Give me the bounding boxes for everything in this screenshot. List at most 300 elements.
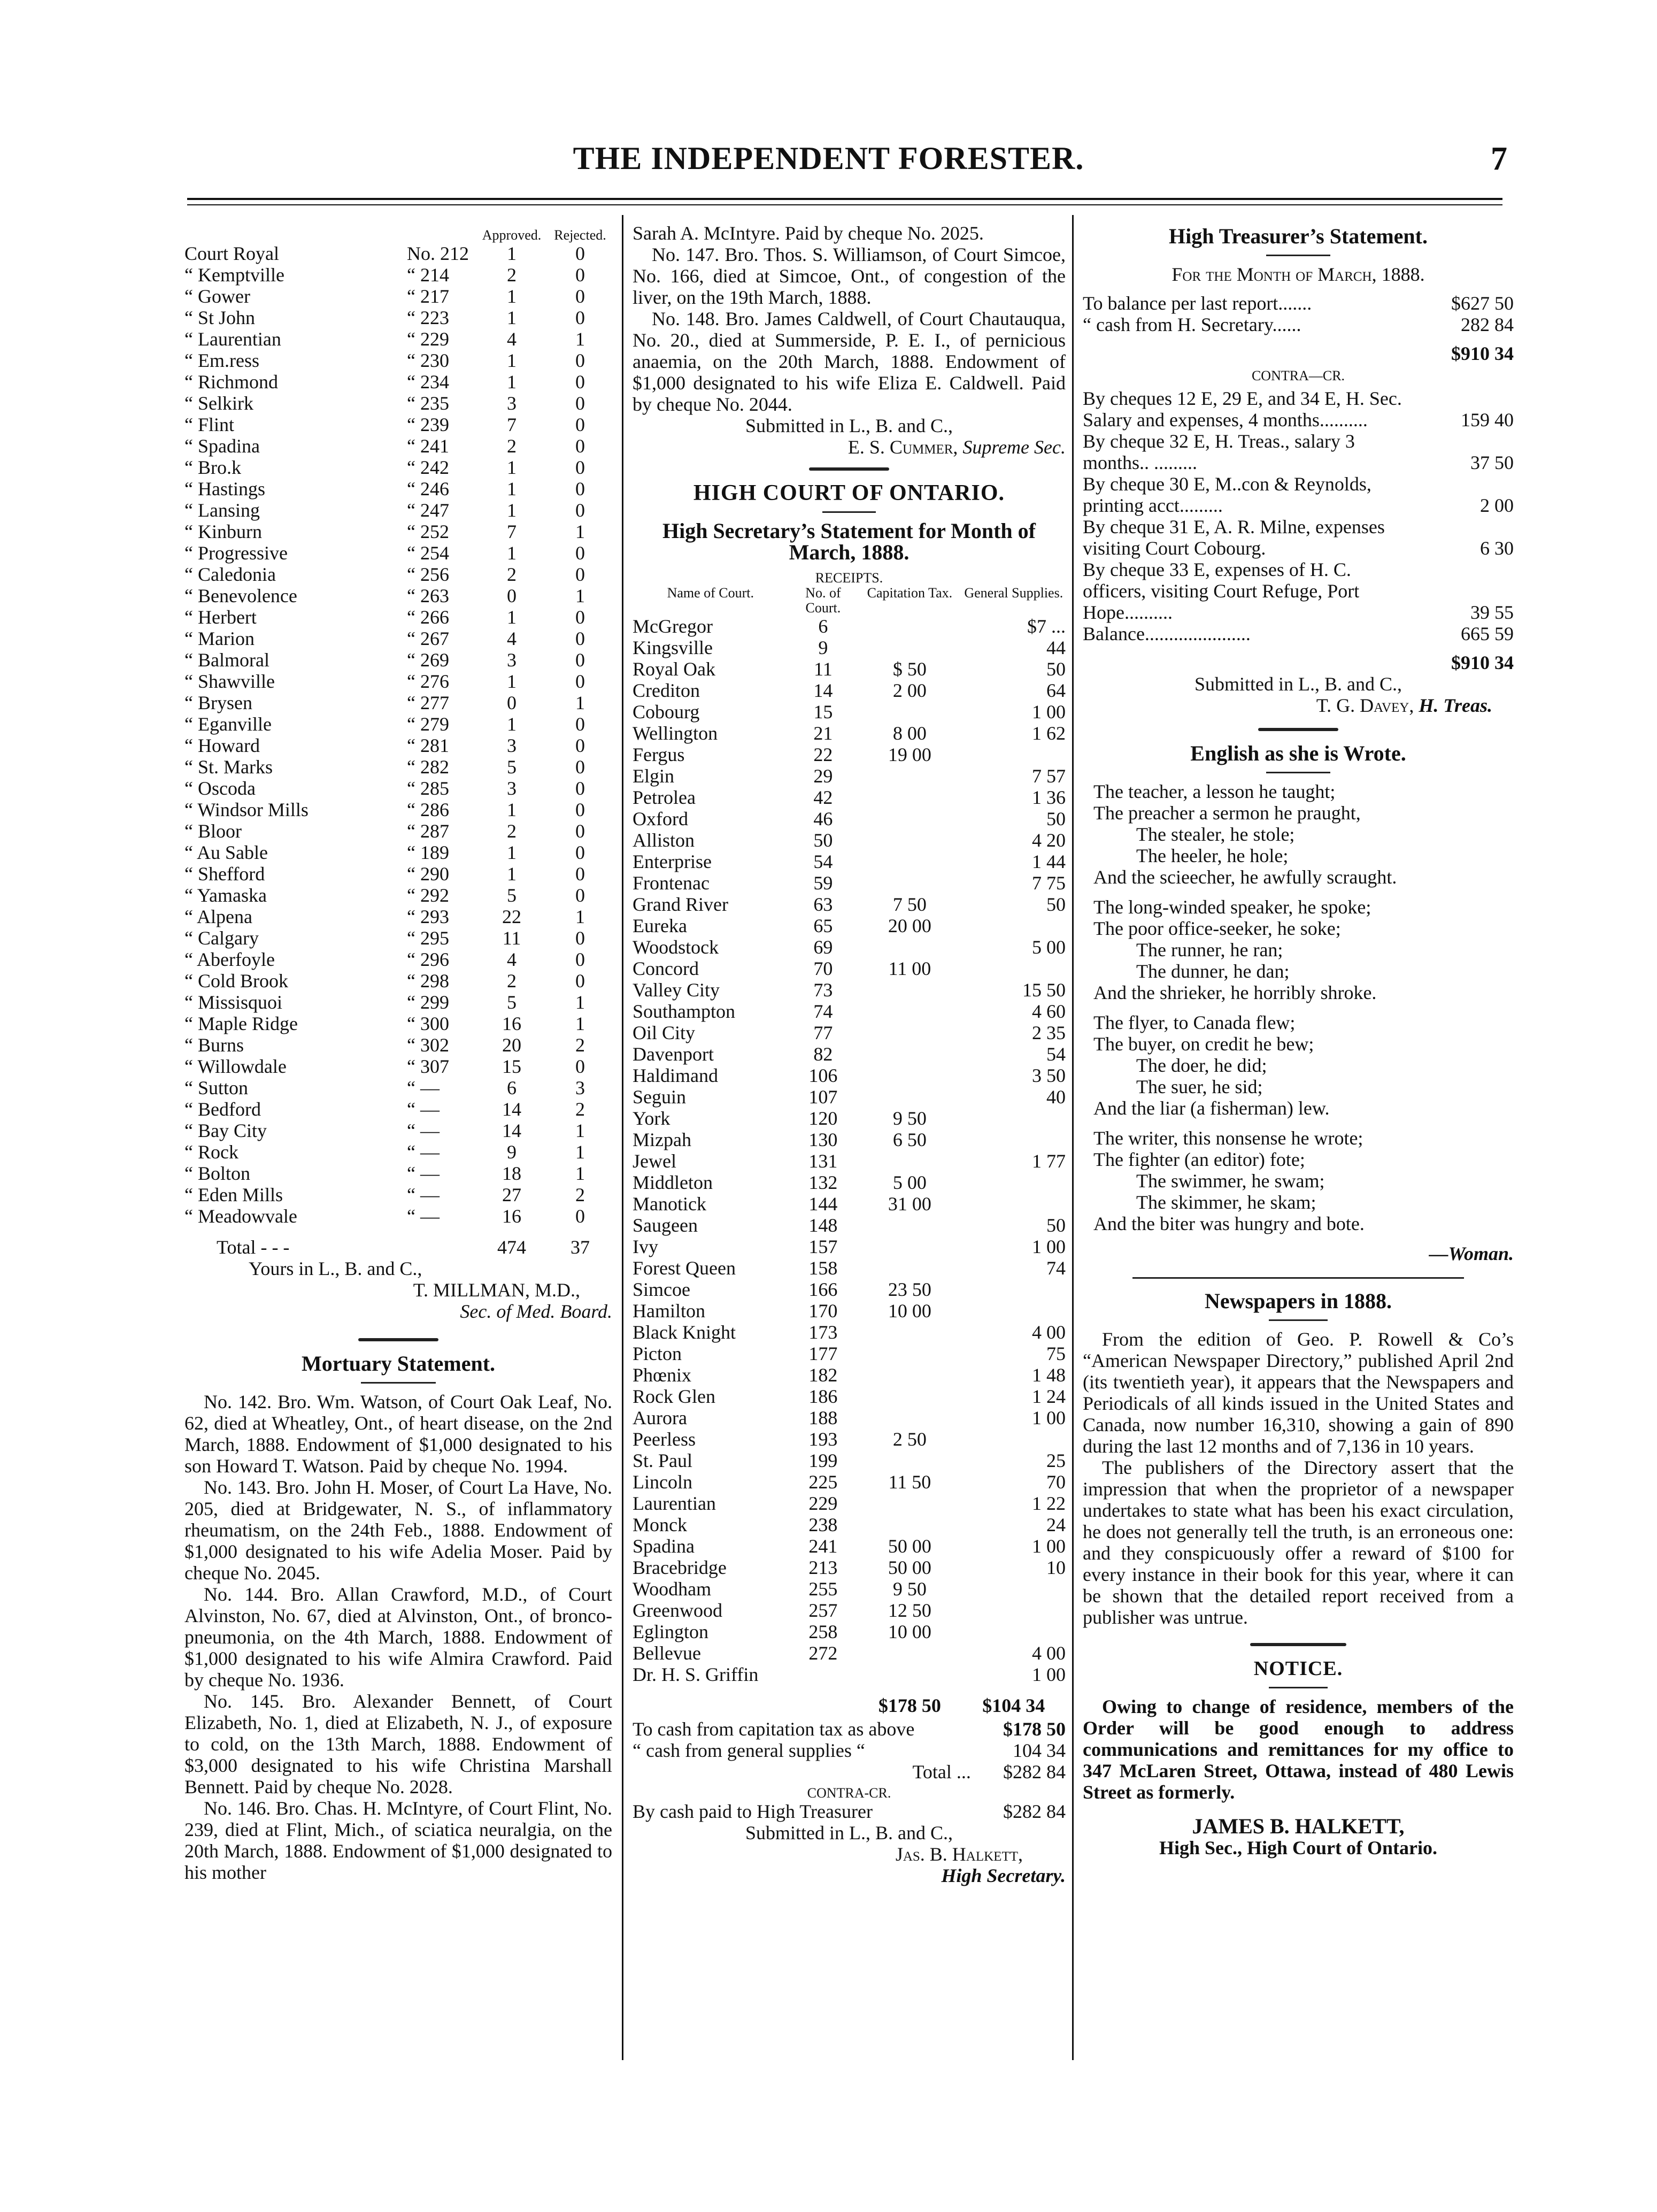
receipt-court-number: 77 (813, 1022, 833, 1043)
receipt-capitation (858, 637, 961, 658)
receipt-capitation: 2 00 (892, 680, 927, 701)
receipt-court-number: 213 (808, 1557, 838, 1578)
receipt-court-name: Picton (633, 1343, 682, 1364)
receipt-row (633, 1108, 1066, 1129)
receipt-general: 15 50 (1022, 979, 1066, 1001)
court-row (184, 1120, 612, 1141)
court-rejected: 0 (575, 435, 585, 457)
treasurer-signature (1083, 695, 1514, 716)
receipt-court-name: Royal Oak (633, 658, 715, 680)
court-row (184, 992, 612, 1013)
receipt-court-name: Frontenac (633, 872, 710, 894)
ornament-divider (1258, 728, 1338, 731)
court-name: “ Howard (184, 735, 260, 756)
receipt-court-number: 182 (808, 1364, 838, 1386)
receipt-court-number: 73 (813, 979, 833, 1001)
court-rejected: 0 (575, 778, 585, 799)
receipt-court-name: Rock Glen (633, 1386, 715, 1407)
receipt-court-name: McGregor (633, 616, 713, 637)
court-approved: 1 (507, 307, 517, 328)
court-rejected: 1 (575, 328, 585, 350)
court-name: “ Maple Ridge (184, 1013, 298, 1034)
treasurer-subtitle: For the Month of March, 1888. (1172, 264, 1425, 285)
receipt-court-number: 131 (808, 1150, 838, 1172)
court-number: “ — (407, 1205, 440, 1227)
treasurer-ledger-payments (1083, 388, 1514, 644)
receipt-capitation (858, 701, 961, 723)
cash-general-amt: 104 34 (1013, 1740, 1066, 1761)
receipt-court-number: 9 (818, 637, 828, 658)
receipt-row (633, 808, 1066, 830)
court-approved: 1 (507, 457, 517, 478)
receipt-row (633, 637, 1066, 658)
court-rejected: 0 (575, 286, 585, 307)
receipt-general: 50 (1046, 808, 1066, 830)
court-row (184, 1163, 612, 1184)
sig-title: Supreme Sec. (962, 436, 1066, 458)
court-approved: 2 (507, 564, 517, 585)
court-name: “ Em.ress (184, 350, 259, 371)
court-approved: 4 (507, 949, 517, 970)
receipt-general (962, 1108, 1066, 1129)
court-name: “ Lansing (184, 500, 260, 521)
court-row (184, 1141, 612, 1163)
receipt-general: 1 00 (1032, 1407, 1066, 1428)
receipt-capitation (858, 1001, 961, 1022)
court-rejected: 0 (575, 671, 585, 692)
receipt-capitation: 10 00 (888, 1621, 931, 1642)
court-number: “ — (407, 1163, 440, 1184)
court-number: “ 254 (407, 542, 449, 564)
receipt-general: 4 00 (1032, 1642, 1066, 1664)
court-row (184, 735, 612, 756)
receipt-court-number: 70 (813, 958, 833, 979)
receipt-court-name: Bellevue (633, 1642, 701, 1664)
receipt-court-name: Greenwood (633, 1600, 722, 1621)
court-row (184, 500, 612, 521)
court-number: “ 286 (407, 799, 449, 820)
receipt-general: 4 60 (1032, 1001, 1066, 1022)
ledger-label: Balance...................... (1083, 623, 1251, 644)
receipt-court-name: Spadina (633, 1535, 695, 1557)
court-name: “ Richmond (184, 371, 278, 393)
short-rule (822, 511, 876, 513)
court-rejected: 0 (575, 371, 585, 393)
receipt-general (962, 1600, 1066, 1621)
court-row (184, 564, 612, 585)
receipt-court-name: Forest Queen (633, 1257, 736, 1279)
receipt-court-number: 21 (813, 723, 833, 744)
court-approved: 1 (507, 500, 517, 521)
court-name: “ Bay City (184, 1120, 267, 1141)
court-name: “ Meadowvale (184, 1205, 297, 1227)
receipt-court-number: 255 (808, 1578, 838, 1600)
receipt-court-number: 63 (813, 894, 833, 915)
court-approved: 3 (507, 393, 517, 414)
poem (1083, 781, 1514, 1234)
court-row (184, 393, 612, 414)
court-approved: 7 (507, 414, 517, 435)
court-name: “ St John (184, 307, 256, 328)
receipt-court-name: Middleton (633, 1172, 713, 1193)
court-row (184, 970, 612, 992)
newspapers-article (1083, 1328, 1514, 1628)
receipt-capitation: 7 50 (892, 894, 927, 915)
receipt-capitation (858, 765, 961, 787)
receipt-row (633, 1642, 1066, 1664)
receipt-court-number: 50 (813, 830, 833, 851)
court-name: “ Aberfoyle (184, 949, 275, 970)
receipt-capitation: 11 50 (888, 1471, 931, 1493)
receipt-row (633, 1578, 1066, 1600)
receipt-general: 1 00 (1032, 1664, 1066, 1685)
court-name: “ Progressive (184, 542, 288, 564)
receipt-row (633, 1043, 1066, 1065)
receipt-general: 1 22 (1032, 1493, 1066, 1514)
receipt-general: 1 48 (1032, 1364, 1066, 1386)
receipt-court-name: Cobourg (633, 701, 700, 723)
court-row (184, 927, 612, 949)
court-rejected: 3 (575, 1077, 585, 1099)
receipt-general: 4 00 (1032, 1322, 1066, 1343)
section-rule (1132, 1277, 1464, 1279)
court-number: “ 292 (407, 885, 449, 906)
ledger-label: To balance per last report....... (1083, 293, 1312, 314)
receipt-row (633, 1621, 1066, 1642)
header-name-of-court: Name of Court. (667, 585, 754, 601)
receipt-capitation: 12 50 (888, 1600, 931, 1621)
court-name: “ Spadina (184, 435, 260, 457)
court-approved: 20 (502, 1034, 521, 1056)
receipt-court-name: Lincoln (633, 1471, 692, 1493)
receipt-row (633, 1257, 1066, 1279)
poem-line: The heeler, he hole; (1136, 845, 1289, 866)
receipt-row (633, 1386, 1066, 1407)
court-row (184, 863, 612, 885)
court-approved: 1 (507, 606, 517, 628)
court-name: “ Selkirk (184, 393, 253, 414)
court-approved: 5 (507, 756, 517, 778)
submitted-line: Submitted in L., B. and C., (745, 415, 953, 436)
receipt-court-number: 188 (808, 1407, 838, 1428)
court-row (184, 820, 612, 842)
receipt-row (633, 1514, 1066, 1535)
paid-amt: $282 84 (1003, 1801, 1066, 1822)
court-number: “ 295 (407, 927, 449, 949)
receipt-capitation: 50 00 (888, 1557, 931, 1578)
receipt-court-number: 132 (808, 1172, 838, 1193)
ledger-total-2: $910 34 (1451, 652, 1514, 673)
receipt-court-number: 170 (808, 1300, 838, 1322)
receipt-court-name: Haldimand (633, 1065, 718, 1086)
court-number: “ 242 (407, 457, 449, 478)
ledger-total-1: $910 34 (1451, 343, 1514, 364)
court-row (184, 1099, 612, 1120)
court-number: “ 239 (407, 414, 449, 435)
court-name: “ Gower (184, 286, 250, 307)
poem-stanza (1093, 1127, 1514, 1234)
poem-line: And the liar (a fisherman) lew. (1093, 1097, 1330, 1119)
receipt-capitation: 2 50 (892, 1428, 927, 1450)
ledger-amount: 159 40 (1461, 409, 1514, 431)
receipt-capitation (858, 1642, 961, 1664)
receipt-capitation: 31 00 (888, 1193, 931, 1215)
court-approved: 27 (502, 1184, 521, 1205)
receipt-court-number: 29 (813, 765, 833, 787)
receipt-capitation (858, 1236, 961, 1257)
mortuary-entry: Sarah A. McIntyre. Paid by cheque No. 2025. (633, 222, 984, 244)
court-name: “ Shawville (184, 671, 275, 692)
receipt-court-number: 14 (813, 680, 833, 701)
receipt-general (962, 1129, 1066, 1150)
receipt-capitation (858, 1022, 961, 1043)
court-name: “ Missisquoi (184, 992, 283, 1013)
receipt-court-name: Southampton (633, 1001, 736, 1022)
receipt-row (633, 1364, 1066, 1386)
receipt-row (633, 830, 1066, 851)
court-row (184, 606, 612, 628)
column-divider-1 (622, 215, 623, 2060)
sig-name: T. G. Davey, (1316, 695, 1414, 716)
court-row (184, 842, 612, 863)
court-number: “ 293 (407, 906, 449, 927)
sig-name: E. S. Cummer, (847, 436, 958, 458)
receipt-capitation: 9 50 (892, 1578, 927, 1600)
court-approved: 0 (507, 692, 517, 713)
court-name: “ Marion (184, 628, 255, 649)
news-paragraph: From the edition of Geo. P. Rowell & Co’s “American Newspaper Directory,” published April 2nd (its twentieth year), it appears that the Newspapers and Periodicals of all kinds issued in the United States and Canada, now number 16,310, showing a gain of 890 during the last 12 months and of 7,136 in 10 years. (1083, 1328, 1514, 1457)
receipt-row (633, 1471, 1066, 1493)
ledger-row (1083, 293, 1514, 314)
court-name: “ Kemptville (184, 264, 284, 286)
receipt-court-name: Davenport (633, 1043, 714, 1065)
receipt-general: 1 77 (1032, 1150, 1066, 1172)
receipt-row (633, 723, 1066, 744)
court-approved: 5 (507, 885, 517, 906)
receipt-general: 2 35 (1032, 1022, 1066, 1043)
court-row (184, 628, 612, 649)
court-approved: 11 (502, 927, 521, 949)
receipt-capitation: 9 50 (892, 1108, 927, 1129)
poem-line: And the shrieker, he horribly shroke. (1093, 982, 1377, 1003)
court-rejected: 0 (575, 735, 585, 756)
receipt-row (633, 744, 1066, 765)
court-rejected: 1 (575, 692, 585, 713)
ledger-row (1083, 314, 1514, 335)
receipt-capitation (858, 1343, 961, 1364)
court-name: “ Alpena (184, 906, 252, 927)
court-name: “ Benevolence (184, 585, 297, 606)
court-number: “ — (407, 1141, 440, 1163)
receipt-court-name: Enterprise (633, 851, 712, 872)
court-number: “ 302 (407, 1034, 449, 1056)
court-rejected: 0 (575, 1056, 585, 1077)
court-approved: 2 (507, 820, 517, 842)
court-approved: 1 (507, 371, 517, 393)
court-approved: 2 (507, 435, 517, 457)
receipt-general: 70 (1046, 1471, 1066, 1493)
receipt-capitation: 6 50 (892, 1129, 927, 1150)
court-approved: 3 (507, 735, 517, 756)
court-row (184, 906, 612, 927)
receipt-row (633, 1193, 1066, 1215)
receipt-court-name: Crediton (633, 680, 700, 701)
receipt-general: $7 ... (1027, 616, 1066, 637)
short-rule (361, 1382, 436, 1384)
receipt-row (633, 1215, 1066, 1236)
receipt-capitation (858, 616, 961, 637)
court-approved: 2 (507, 970, 517, 992)
court-number: “ 252 (407, 521, 449, 542)
poem-line: The doer, he did; (1136, 1055, 1267, 1076)
court-rejected: 0 (575, 243, 585, 264)
court-row (184, 371, 612, 393)
receipt-capitation (858, 1086, 961, 1108)
poem-line: The dunner, he dan; (1136, 961, 1290, 982)
receipt-row (633, 1557, 1066, 1578)
receipt-court-name: Kingsville (633, 637, 713, 658)
court-rejected: 0 (575, 970, 585, 992)
court-row (184, 1184, 612, 1205)
receipt-row (633, 1065, 1066, 1086)
receipt-row (633, 1535, 1066, 1557)
court-approved: 14 (502, 1120, 521, 1141)
receipt-court-number: 229 (808, 1493, 838, 1514)
cash-summary (633, 1718, 1066, 1783)
receipt-capitation: 11 00 (888, 958, 931, 979)
court-rejected: 0 (575, 949, 585, 970)
court-number: “ — (407, 1120, 440, 1141)
receipt-row (633, 1600, 1066, 1621)
court-name: “ Herbert (184, 606, 257, 628)
receipt-court-number: 42 (813, 787, 833, 808)
poem-line: The long-winded speaker, he spoke; (1093, 896, 1371, 918)
submitted-line: Submitted in L., B. and C., (1194, 673, 1402, 695)
court-rejected: 0 (575, 885, 585, 906)
court-number: “ 276 (407, 671, 449, 692)
court-number: “ 282 (407, 756, 449, 778)
mortuary-continued (633, 222, 1066, 415)
poem-line: The suer, he sid; (1136, 1076, 1263, 1097)
court-rejected: 2 (575, 1099, 585, 1120)
court-row (184, 885, 612, 906)
treasurer-ledger-receipts (1083, 293, 1514, 335)
receipt-row (633, 616, 1066, 637)
short-rule (1266, 772, 1330, 773)
court-approved: 1 (507, 713, 517, 735)
court-row (184, 328, 612, 350)
mortuary-entry: No. 143. Bro. John H. Moser, of Court La Have, No. 205, died at Bridgewater, N. S., of inflammatory rheumatism, on the 24th Feb., 1888. Endowment of $1,000 designated to his wife Adelia Moser. Paid by cheque No. 2045. (184, 1477, 612, 1584)
receipt-general (962, 1578, 1066, 1600)
total-capitation: $178 50 (878, 1695, 941, 1716)
sign-name: T. MILLMAN, M.D., (413, 1279, 580, 1301)
court-rejected: 0 (575, 393, 585, 414)
court-rejected: 1 (575, 521, 585, 542)
column-3 (1083, 222, 1514, 1858)
receipt-row (633, 658, 1066, 680)
court-number: “ 263 (407, 585, 449, 606)
court-number: “ 299 (407, 992, 449, 1013)
receipt-court-number: 22 (813, 744, 833, 765)
news-title: Newspapers in 1888. (1204, 1289, 1392, 1313)
court-row (184, 1056, 612, 1077)
receipt-court-number: 106 (808, 1065, 838, 1086)
receipt-capitation (858, 1450, 961, 1471)
receipt-row (633, 1664, 1066, 1685)
court-rejected: 1 (575, 992, 585, 1013)
receipt-court-number: 166 (808, 1279, 838, 1300)
court-approved: 4 (507, 328, 517, 350)
court-number: “ 230 (407, 350, 449, 371)
court-number: “ 217 (407, 286, 449, 307)
ledger-label: By cheques 12 E, 29 E, and 34 E, H. Sec. Salary and expenses, 4 months.......... (1083, 388, 1402, 431)
receipt-capitation (858, 1664, 961, 1685)
court-row (184, 521, 612, 542)
court-row (184, 350, 612, 371)
receipt-row (633, 936, 1066, 958)
receipt-row (633, 1300, 1066, 1322)
court-row (184, 692, 612, 713)
receipt-row (633, 1001, 1066, 1022)
short-rule (1269, 1687, 1328, 1688)
receipt-court-name: Laurentian (633, 1493, 716, 1514)
court-name: “ Shefford (184, 863, 265, 885)
approved-header: Approved. (482, 227, 542, 243)
court-number: “ 235 (407, 393, 449, 414)
court-row (184, 243, 612, 264)
court-approved: 0 (507, 585, 517, 606)
court-rejected: 0 (575, 842, 585, 863)
court-approved: 1 (507, 671, 517, 692)
ornament-divider (809, 467, 889, 471)
cash-general-label: “ cash from general supplies “ (633, 1740, 865, 1761)
court-rejected: 1 (575, 1120, 585, 1141)
court-approved: 1 (507, 863, 517, 885)
receipt-court-number: 177 (808, 1343, 838, 1364)
court-approved: 1 (507, 842, 517, 863)
receipt-court-number: 59 (813, 872, 833, 894)
receipt-capitation (858, 1150, 961, 1172)
receipt-general: 1 24 (1032, 1386, 1066, 1407)
high-secretary-name: Jas. B. Halkett, (895, 1844, 1023, 1865)
court-number: “ 285 (407, 778, 449, 799)
sign-yours: Yours in L., B. and C., (249, 1258, 422, 1279)
receipt-court-name: Elgin (633, 765, 674, 787)
receipt-row (633, 1086, 1066, 1108)
receipt-general: 1 00 (1032, 1535, 1066, 1557)
receipt-court-number: 157 (808, 1236, 838, 1257)
court-approved: 1 (507, 542, 517, 564)
poem-line: The fighter (an editor) fote; (1093, 1149, 1305, 1170)
receipt-capitation (858, 851, 961, 872)
receipt-court-name: Concord (633, 958, 699, 979)
receipt-court-name: Manotick (633, 1193, 706, 1215)
receipt-row (633, 1172, 1066, 1193)
receipt-capitation (858, 936, 961, 958)
receipt-general: 1 44 (1032, 851, 1066, 872)
receipt-general (962, 1300, 1066, 1322)
court-name: “ Oscoda (184, 778, 256, 799)
receipt-court-number: 69 (813, 936, 833, 958)
receipt-court-name: Dr. H. S. Griffin (633, 1664, 759, 1685)
court-approved: 4 (507, 628, 517, 649)
receipt-general: 5 00 (1032, 936, 1066, 958)
ledger-row (1083, 559, 1514, 623)
court-row (184, 1205, 612, 1227)
receipt-court-name: Jewel (633, 1150, 676, 1172)
receipt-court-number: 225 (808, 1471, 838, 1493)
receipt-general: 74 (1046, 1257, 1066, 1279)
